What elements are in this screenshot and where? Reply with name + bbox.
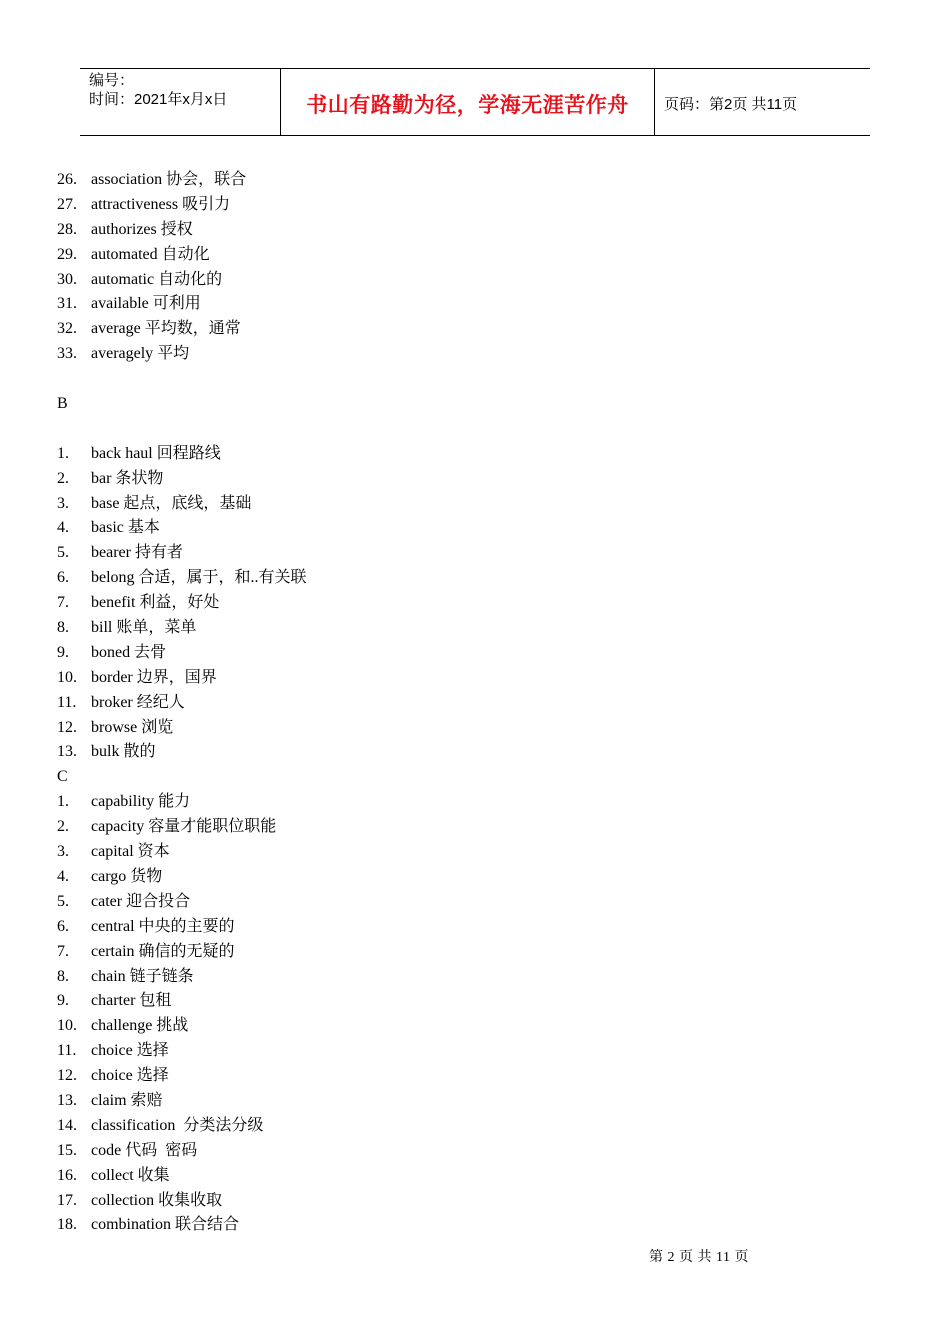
item-number: 27. [57,195,77,213]
item-number: 8. [57,619,69,637]
list-item [57,716,307,741]
item-number: 12. [57,718,77,736]
list-item [57,965,307,990]
list-item [57,740,307,765]
item-text: capacity 容量才能职位职能 [91,818,277,836]
item-text: bearer 持有者 [91,544,183,562]
page-number-label: 页码：第2页 共11页 [664,96,798,113]
item-text: broker 经纪人 [91,693,185,711]
item-number: 30. [57,270,77,288]
item-number: 17. [57,1191,77,1209]
vocabulary-list [57,168,307,1238]
item-number: 9. [57,643,69,661]
item-text: claim 索赔 [91,1091,163,1109]
item-number: 1. [57,793,69,811]
item-text: averagely 平均 [91,345,190,363]
item-number: 6. [57,917,69,935]
item-number: 12. [57,1067,77,1085]
item-number: 9. [57,992,69,1010]
item-number: 29. [57,245,77,263]
item-text: certain 确信的无疑的 [91,942,235,960]
item-text: benefit 利益，好处 [91,594,220,612]
item-text: authorizes 授权 [91,220,193,238]
item-text: basic 基本 [91,519,160,537]
list-item [57,218,307,243]
list-item [57,1014,307,1039]
list-item [57,168,307,193]
item-text: boned 去骨 [91,643,167,661]
item-number: 3. [57,843,69,861]
list-item [57,467,307,492]
item-number: 10. [57,668,77,686]
item-text: association 协会，联合 [91,171,247,188]
list-item [57,243,307,268]
item-number: 16. [57,1166,77,1184]
item-number: 8. [57,967,69,985]
item-number: 15. [57,1141,77,1159]
section-heading [57,392,307,417]
item-text: combination 联合结合 [91,1216,239,1234]
item-number: 32. [57,320,77,338]
list-item [57,641,307,666]
list-item [57,840,307,865]
item-text: belong 合适，属于，和..有关联 [91,569,307,587]
list-item [57,890,307,915]
item-text: central 中央的主要的 [91,917,235,935]
list-item [57,1139,307,1164]
motto-text: 书山有路勤为径，学海无涯苦作舟 [306,93,629,117]
item-number: 11. [57,1042,77,1060]
item-number: 33. [57,345,77,363]
list-item [57,1114,307,1139]
header-motto-cell [281,69,655,135]
item-number: 3. [57,494,69,512]
list-item [57,1164,307,1189]
list-item [57,989,307,1014]
item-number: 14. [57,1116,77,1134]
list-item [57,790,307,815]
list-item [57,865,307,890]
item-number: 13. [57,743,77,761]
item-text: C [57,768,68,786]
item-text: available 可利用 [91,295,201,313]
item-number: 10. [57,1017,77,1035]
list-item [57,492,307,517]
item-text: attractiveness 吸引力 [91,195,231,213]
list-item [57,591,307,616]
item-text: base 起点，底线，基础 [91,494,252,512]
item-number: 31. [57,295,77,313]
item-text: challenge 挑战 [91,1017,189,1035]
section-heading [57,765,307,790]
header-meta [80,69,281,135]
item-number: 26. [57,171,77,188]
item-text: automated 自动化 [91,245,210,263]
item-number: 7. [57,942,69,960]
item-number: 7. [57,594,69,612]
item-number: 1. [57,444,69,462]
item-number: 4. [57,867,69,885]
item-text: bulk 散的 [91,743,156,761]
list-item [57,1189,307,1214]
item-text: charter 包租 [91,992,172,1010]
item-text: bar 条状物 [91,469,164,487]
item-number: 28. [57,220,77,238]
list-item [57,616,307,641]
list-item [57,268,307,293]
blank-line [57,417,307,442]
document-number-label: 编号： [89,72,135,89]
item-text: capability 能力 [91,793,191,811]
list-item [57,442,307,467]
item-text: browse 浏览 [91,718,174,736]
list-item [57,566,307,591]
list-item [57,1039,307,1064]
blank-line [57,367,307,392]
list-item [57,1213,307,1238]
item-text: cargo 货物 [91,867,163,885]
list-item [57,940,307,965]
list-item [57,1064,307,1089]
item-text: collect 收集 [91,1166,170,1184]
list-item [57,342,307,367]
list-item [57,541,307,566]
item-text: chain 链子链条 [91,967,194,985]
list-item [57,691,307,716]
item-text: cater 迎合投合 [91,892,191,910]
page-footer: 第 2 页 共 11 页 [649,1250,749,1265]
item-number: 2. [57,469,69,487]
item-text: border 边界，国界 [91,668,217,686]
item-number: 2. [57,818,69,836]
item-text: code 代码 密码 [91,1141,198,1159]
list-item [57,193,307,218]
item-number: 5. [57,544,69,562]
list-item [57,516,307,541]
item-text: collection 收集收取 [91,1191,223,1209]
item-number: 4. [57,519,69,537]
item-text: automatic 自动化的 [91,270,223,288]
item-text: bill 账单，菜单 [91,619,197,637]
header-page-cell [655,69,870,135]
list-item [57,815,307,840]
list-item [57,292,307,317]
item-text: average 平均数，通常 [91,320,241,338]
list-item [57,1089,307,1114]
item-text: choice 选择 [91,1042,169,1060]
list-item [57,666,307,691]
item-number: 5. [57,892,69,910]
item-number: 11. [57,693,77,711]
item-text: back haul 回程路线 [91,444,221,462]
item-text: capital 资本 [91,843,170,861]
item-number: 18. [57,1216,77,1234]
list-item [57,317,307,342]
item-text: B [57,395,68,413]
date-label: 时间：2021年x月x日 [89,91,228,108]
item-text: classification 分类法分级 [91,1116,264,1134]
item-number: 13. [57,1091,77,1109]
list-item [57,915,307,940]
page-header [80,68,870,136]
item-text: choice 选择 [91,1067,169,1085]
item-number: 6. [57,569,69,587]
